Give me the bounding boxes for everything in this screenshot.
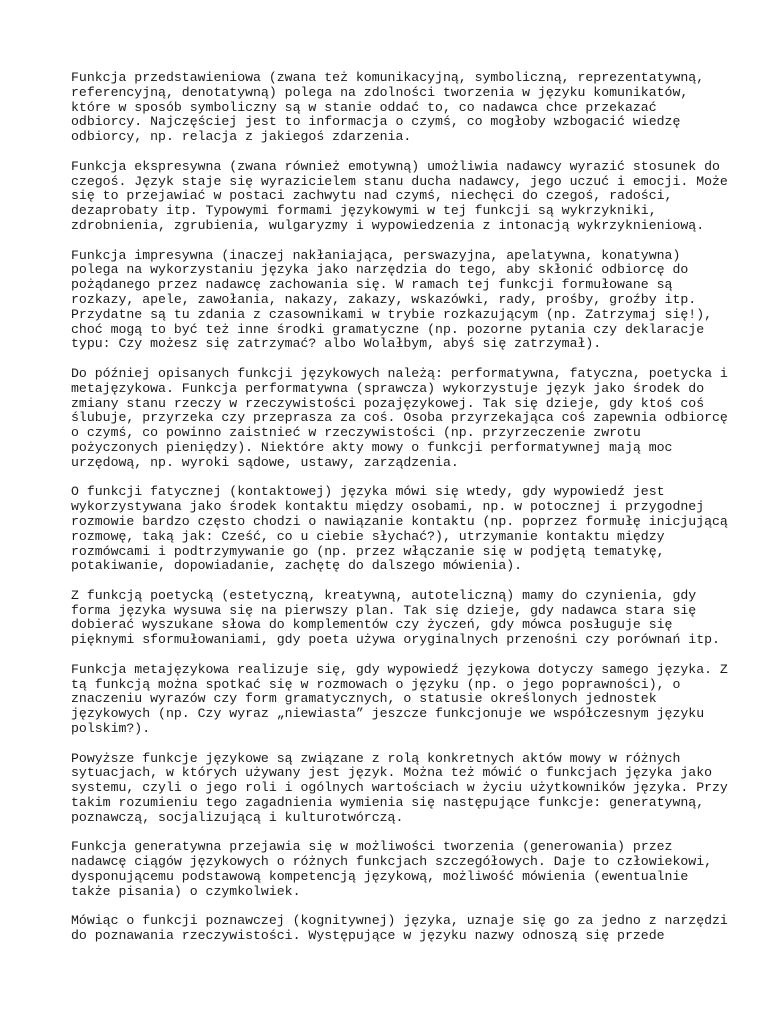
text-line: także pisania) o czymkolwiek.	[71, 883, 301, 899]
text-line: rozkazy, apele, zawołania, nakazy, zakazy, wskazówki, rady, prośby, groźby itp.	[71, 291, 697, 307]
text-line: choć mogą to być też inne środki gramatyczne (np. pozorne pytania czy deklaracje	[71, 321, 705, 337]
text-line: językowych (np. Czy wyraz „niewiasta” jeszcze funkcjonuje we współczesnym języku	[71, 706, 705, 722]
paragraph-metalinguistic-function	[71, 661, 728, 737]
text-line: metajęzykowa. Funkcja performatywna (sprawcza) wykorzystuje język jako środek do	[71, 380, 705, 396]
text-line: Mówiąc o funkcji poznawczej (kognitywnej) języka, uznaje się go za jedno z narzędzi	[71, 913, 728, 929]
text-line: poznawczą, socjalizującą i kulturotwórczą.	[71, 809, 404, 825]
text-line: Funkcja ekspresywna (zwana również emotywną) umożliwia nadawcy wyrazić stosunek do	[71, 158, 720, 174]
paragraph-impressive-function	[71, 249, 711, 353]
text-line: dobierać wyszukane słowa do komplementów czy życzeń, gdy mówca posługuje się	[71, 617, 673, 633]
text-line: pożyczonych pieniędzy). Niektóre akty mowy o funkcji performatywnej mają moc	[71, 439, 673, 455]
text-line: rozmówcami i podtrzymywanie go (np. przez włączanie się w podjętą tematykę,	[71, 543, 665, 559]
paragraph-representational-function	[71, 71, 711, 145]
text-line: odbiorcy. Najczęściej jest to informacja o czymś, co mogłoby wzbogacić wiedzę	[71, 114, 681, 130]
text-line: Funkcja przedstawieniowa (zwana też komunikacyjną, symboliczną, reprezentatywną,	[71, 70, 705, 85]
text-line: znaczeniu wyrazów czy form gramatycznych, o statusie określonych jednostek	[71, 691, 657, 707]
text-line: pożądanego przez nadawcę zachowania się. W ramach tej funkcji formułowane są	[71, 277, 673, 293]
text-line: odbiorcy, np. relacja z jakiegoś zdarzenia.	[71, 129, 412, 145]
text-line: nadawcę ciągów językowych o różnych funkcjach szczegółowych. Daje to człowiekowi,	[71, 854, 713, 870]
paragraph-poetic-function	[71, 587, 720, 648]
document-page	[71, 70, 728, 959]
paragraph-generative-function	[71, 840, 711, 899]
text-line: rozmowę, taką jak: Cześć, co u ciebie słychać?), utrzymanie kontaktu między	[71, 528, 665, 544]
text-line: rozmowie bardzo często chodzi o nawiązanie kontaktu (np. poprzez formułę inicjującą	[71, 513, 728, 529]
text-line: Funkcja metajęzykowa realizuje się, gdy wypowiedź językowa dotyczy samego języka. Z	[71, 661, 728, 677]
text-line: wykorzystywana jako środek kontaktu między osobami, np. w potocznej i przygodnej	[71, 499, 705, 515]
text-line: forma języka wysuwa się na pierwszy plan. Tak się dzieje, gdy nadawca stara się	[71, 602, 697, 618]
paragraph-phatic-function	[71, 484, 728, 574]
text-line: do poznawania rzeczywistości. Występujące w języku nazwy odnoszą się przede	[71, 928, 665, 944]
paragraph-expressive-function	[71, 158, 728, 234]
text-line: systemu, czyli o jego roli i ogólnych wartościach w życiu użytkowników języka. Przy	[71, 780, 728, 796]
text-line: zmiany stanu rzeczy w rzeczywistości pozajęzykowej. Tak się dzieje, gdy ktoś coś	[71, 395, 705, 411]
paragraph-cognitive-function	[71, 913, 728, 944]
text-line: Funkcja generatywna przejawia się w możliwości tworzenia (generowania) przez	[71, 839, 673, 855]
text-line: Do później opisanych funkcji językowych należą: performatywna, fatyczna, poetycka i	[71, 365, 728, 381]
text-line: tą funkcją można spotkać się w rozmowach o języku (np. o jego poprawności), o	[71, 676, 681, 692]
text-line: Powyższe funkcje językowe są związane z rolą konkretnych aktów mowy w różnych	[71, 750, 681, 766]
text-line: które w sposób symboliczny są w stanie oddać to, co nadawca chce przekazać	[71, 99, 657, 115]
text-line: dysponującemu podstawową kompetencją językową, możliwość mówienia (ewentualnie	[71, 869, 689, 885]
text-line: czegoś. Język staje się wyrazicielem stanu ducha nadawcy, jego uczuć i emocji. Może	[71, 173, 728, 189]
text-line: Przydatne są tu zdania z czasownikami w trybie rozkazującym (np. Zatrzymaj się!),	[71, 306, 713, 322]
paragraph-performative-function	[71, 365, 728, 471]
text-line: typu: Czy możesz się zatrzymać? albo Wolałbym, abyś się zatrzymał).	[71, 336, 602, 352]
text-line: polskim?).	[71, 721, 151, 737]
text-line: zdrobnienia, zgrubienia, wulgaryzmy i wypowiedzenia z intonacją wykrzyknieniową.	[71, 217, 705, 233]
text-line: pięknymi sformułowaniami, gdy poeta używa oryginalnych przenośni czy porównań itp.	[71, 632, 720, 648]
text-line: Funkcja impresywna (inaczej nakłaniająca, perswazyjna, apelatywna, konatywna)	[71, 247, 681, 263]
text-line: sytuacjach, w których używany jest język. Można też mówić o funkcjach języka jako	[71, 765, 713, 781]
text-line: urzędową, np. wyroki sądowe, ustawy, zarządzenia.	[71, 454, 459, 470]
text-line: O funkcji fatycznej (kontaktowej) języka mówi się wtedy, gdy wypowiedź jest	[71, 484, 665, 500]
text-line: takim rozumieniu tego zagadnienia wymienia się następujące funkcje: generatywną,	[71, 795, 705, 811]
text-line: potakiwanie, dopowiadanie, zachętę do dalszego mówienia).	[71, 558, 523, 574]
text-line: polega na wykorzystaniu języka jako narzędzia do tego, aby skłonić odbiorcę do	[71, 262, 689, 278]
text-line: dezaprobaty itp. Typowymi formami językowymi w tej funkcji są wykrzykniki,	[71, 203, 657, 219]
paragraph-system-functions	[71, 750, 728, 826]
text-line: o czymś, co powinno zaistnieć w rzeczywistości (np. przyrzeczenie zwrotu	[71, 425, 641, 441]
text-line: Z funkcją poetycką (estetyczną, kreatywną, autoteliczną) mamy do czynienia, gdy	[71, 587, 697, 603]
text-line: referencyjną, denotatywną) polega na zdolności tworzenia w języku komunikatów,	[71, 84, 689, 100]
text-line: się to przejawiać w postaci zachwytu nad czymś, niechęci do czegoś, radości,	[71, 188, 673, 204]
text-line: ślubuje, przyrzeka czy przeprasza za coś. Osoba przyrzekająca coś zapewnia odbiorcę	[71, 410, 728, 426]
